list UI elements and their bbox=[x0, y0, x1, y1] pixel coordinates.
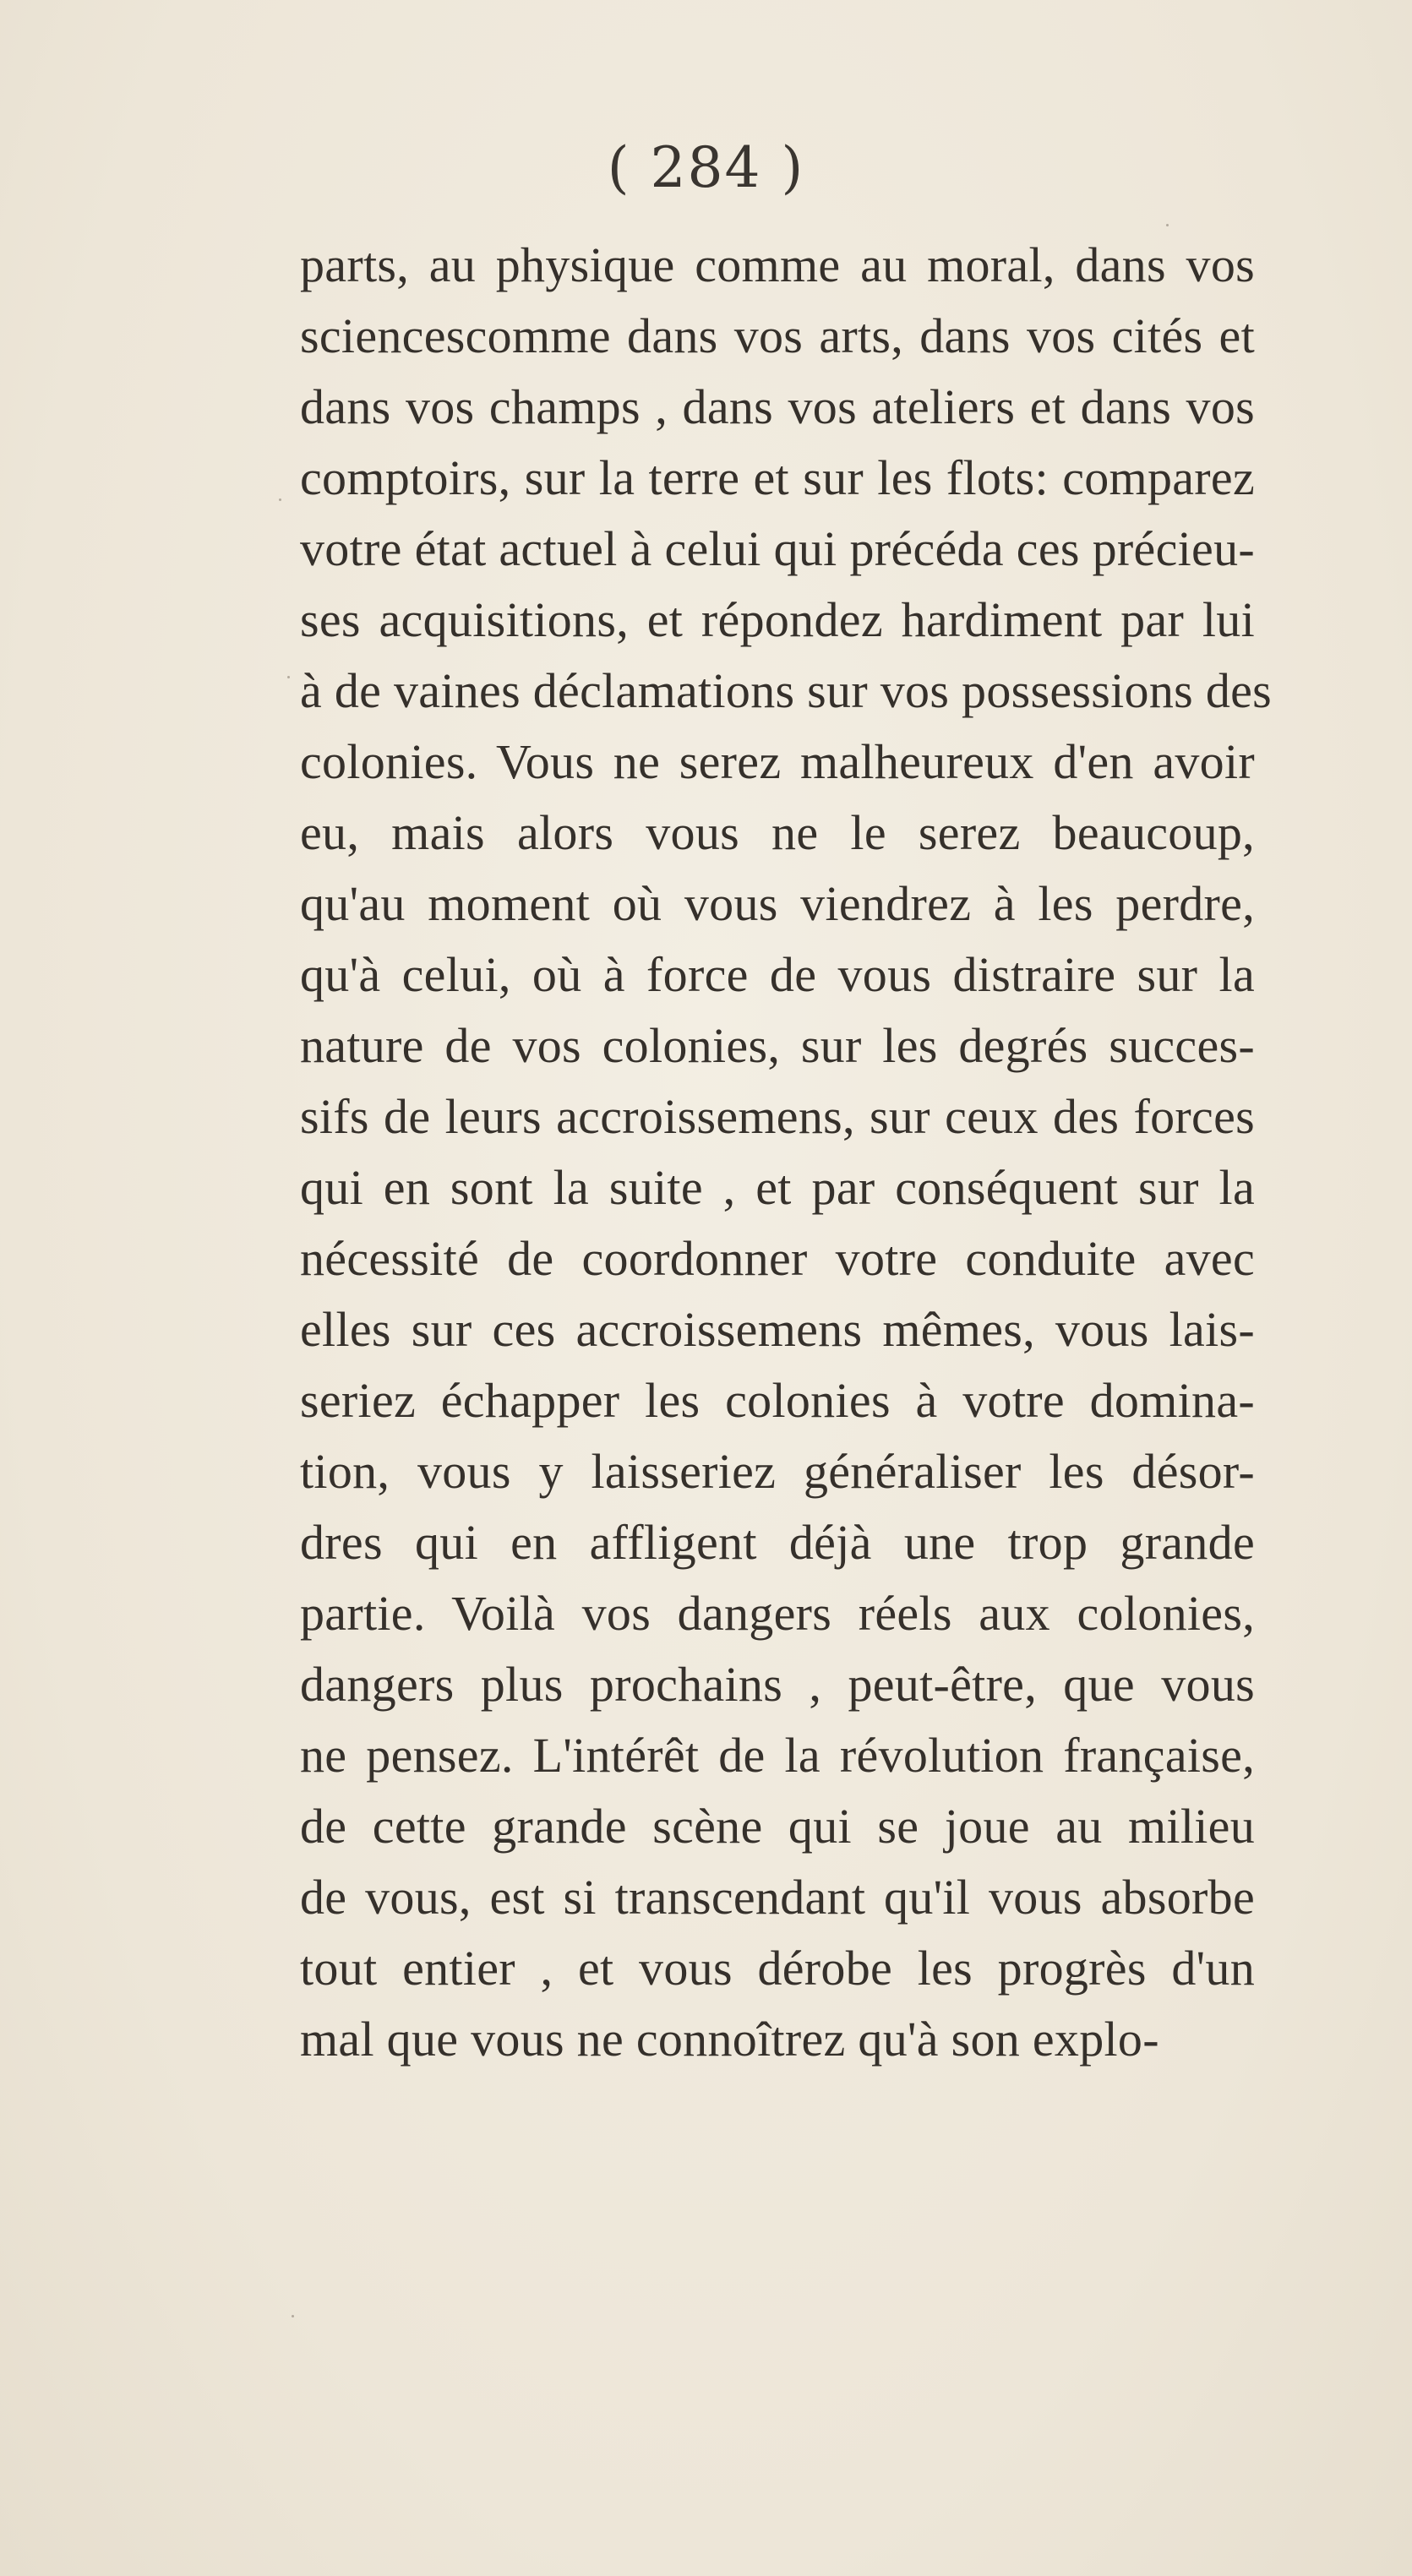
text-line: mal que vous ne connoîtrez qu'à son explo- bbox=[300, 2012, 1159, 2067]
text-line: dangers plus prochains , peut-être, que vous bbox=[300, 1657, 1255, 1712]
text-line: ne pensez. L'intérêt de la révolution française, bbox=[300, 1728, 1255, 1783]
text-line: qui en sont la suite , et par conséquent sur la bbox=[300, 1160, 1255, 1215]
paper-speck bbox=[292, 2315, 294, 2317]
text-line: nécessité de coordonner votre conduite avec bbox=[300, 1231, 1255, 1286]
paper-speck bbox=[1166, 224, 1169, 226]
body-text bbox=[300, 230, 1273, 2075]
text-line: dans vos champs , dans vos ateliers et dans vos bbox=[300, 379, 1255, 434]
text-line: sifs de leurs accroissemens, sur ceux des forces bbox=[300, 1089, 1255, 1144]
text-line: parts, au physique comme au moral, dans vos bbox=[300, 237, 1255, 292]
text-line: eu, mais alors vous ne le serez beaucoup, bbox=[300, 805, 1255, 860]
text-line: de cette grande scène qui se joue au milieu bbox=[300, 1799, 1255, 1854]
text-line: dres qui en affligent déjà une trop grande bbox=[300, 1515, 1255, 1570]
text-line: tion, vous y laisseriez généraliser les désor- bbox=[300, 1444, 1255, 1499]
paper-speck bbox=[287, 676, 290, 678]
text-line: votre état actuel à celui qui précéda ces précieu- bbox=[300, 521, 1255, 576]
paper-speck bbox=[279, 498, 281, 501]
text-line: ses acquisitions, et répondez hardiment par lui bbox=[300, 592, 1255, 647]
text-line: tout entier , et vous dérobe les progrès d'un bbox=[300, 1941, 1255, 1996]
text-line: qu'au moment où vous viendrez à les perdre, bbox=[300, 876, 1255, 931]
page-number: ( 284 ) bbox=[607, 135, 805, 200]
text-line: elles sur ces accroissemens mêmes, vous lais- bbox=[300, 1302, 1255, 1357]
text-line: nature de vos colonies, sur les degrés succes- bbox=[300, 1018, 1255, 1073]
text-line: colonies. Vous ne serez malheureux d'en avoir bbox=[300, 734, 1255, 789]
text-line: seriez échapper les colonies à votre domina- bbox=[300, 1373, 1255, 1428]
text-line: sciencescomme dans vos arts, dans vos cités et bbox=[300, 308, 1255, 363]
text-line: partie. Voilà vos dangers réels aux colonies, bbox=[300, 1586, 1255, 1641]
text-line: à de vaines déclamations sur vos possessions des bbox=[300, 663, 1273, 718]
text-line: qu'à celui, où à force de vous distraire sur la bbox=[300, 947, 1255, 1002]
text-line: comptoirs, sur la terre et sur les flots: comparez bbox=[300, 450, 1255, 505]
text-line: de vous, est si transcendant qu'il vous absorbe bbox=[300, 1870, 1255, 1925]
